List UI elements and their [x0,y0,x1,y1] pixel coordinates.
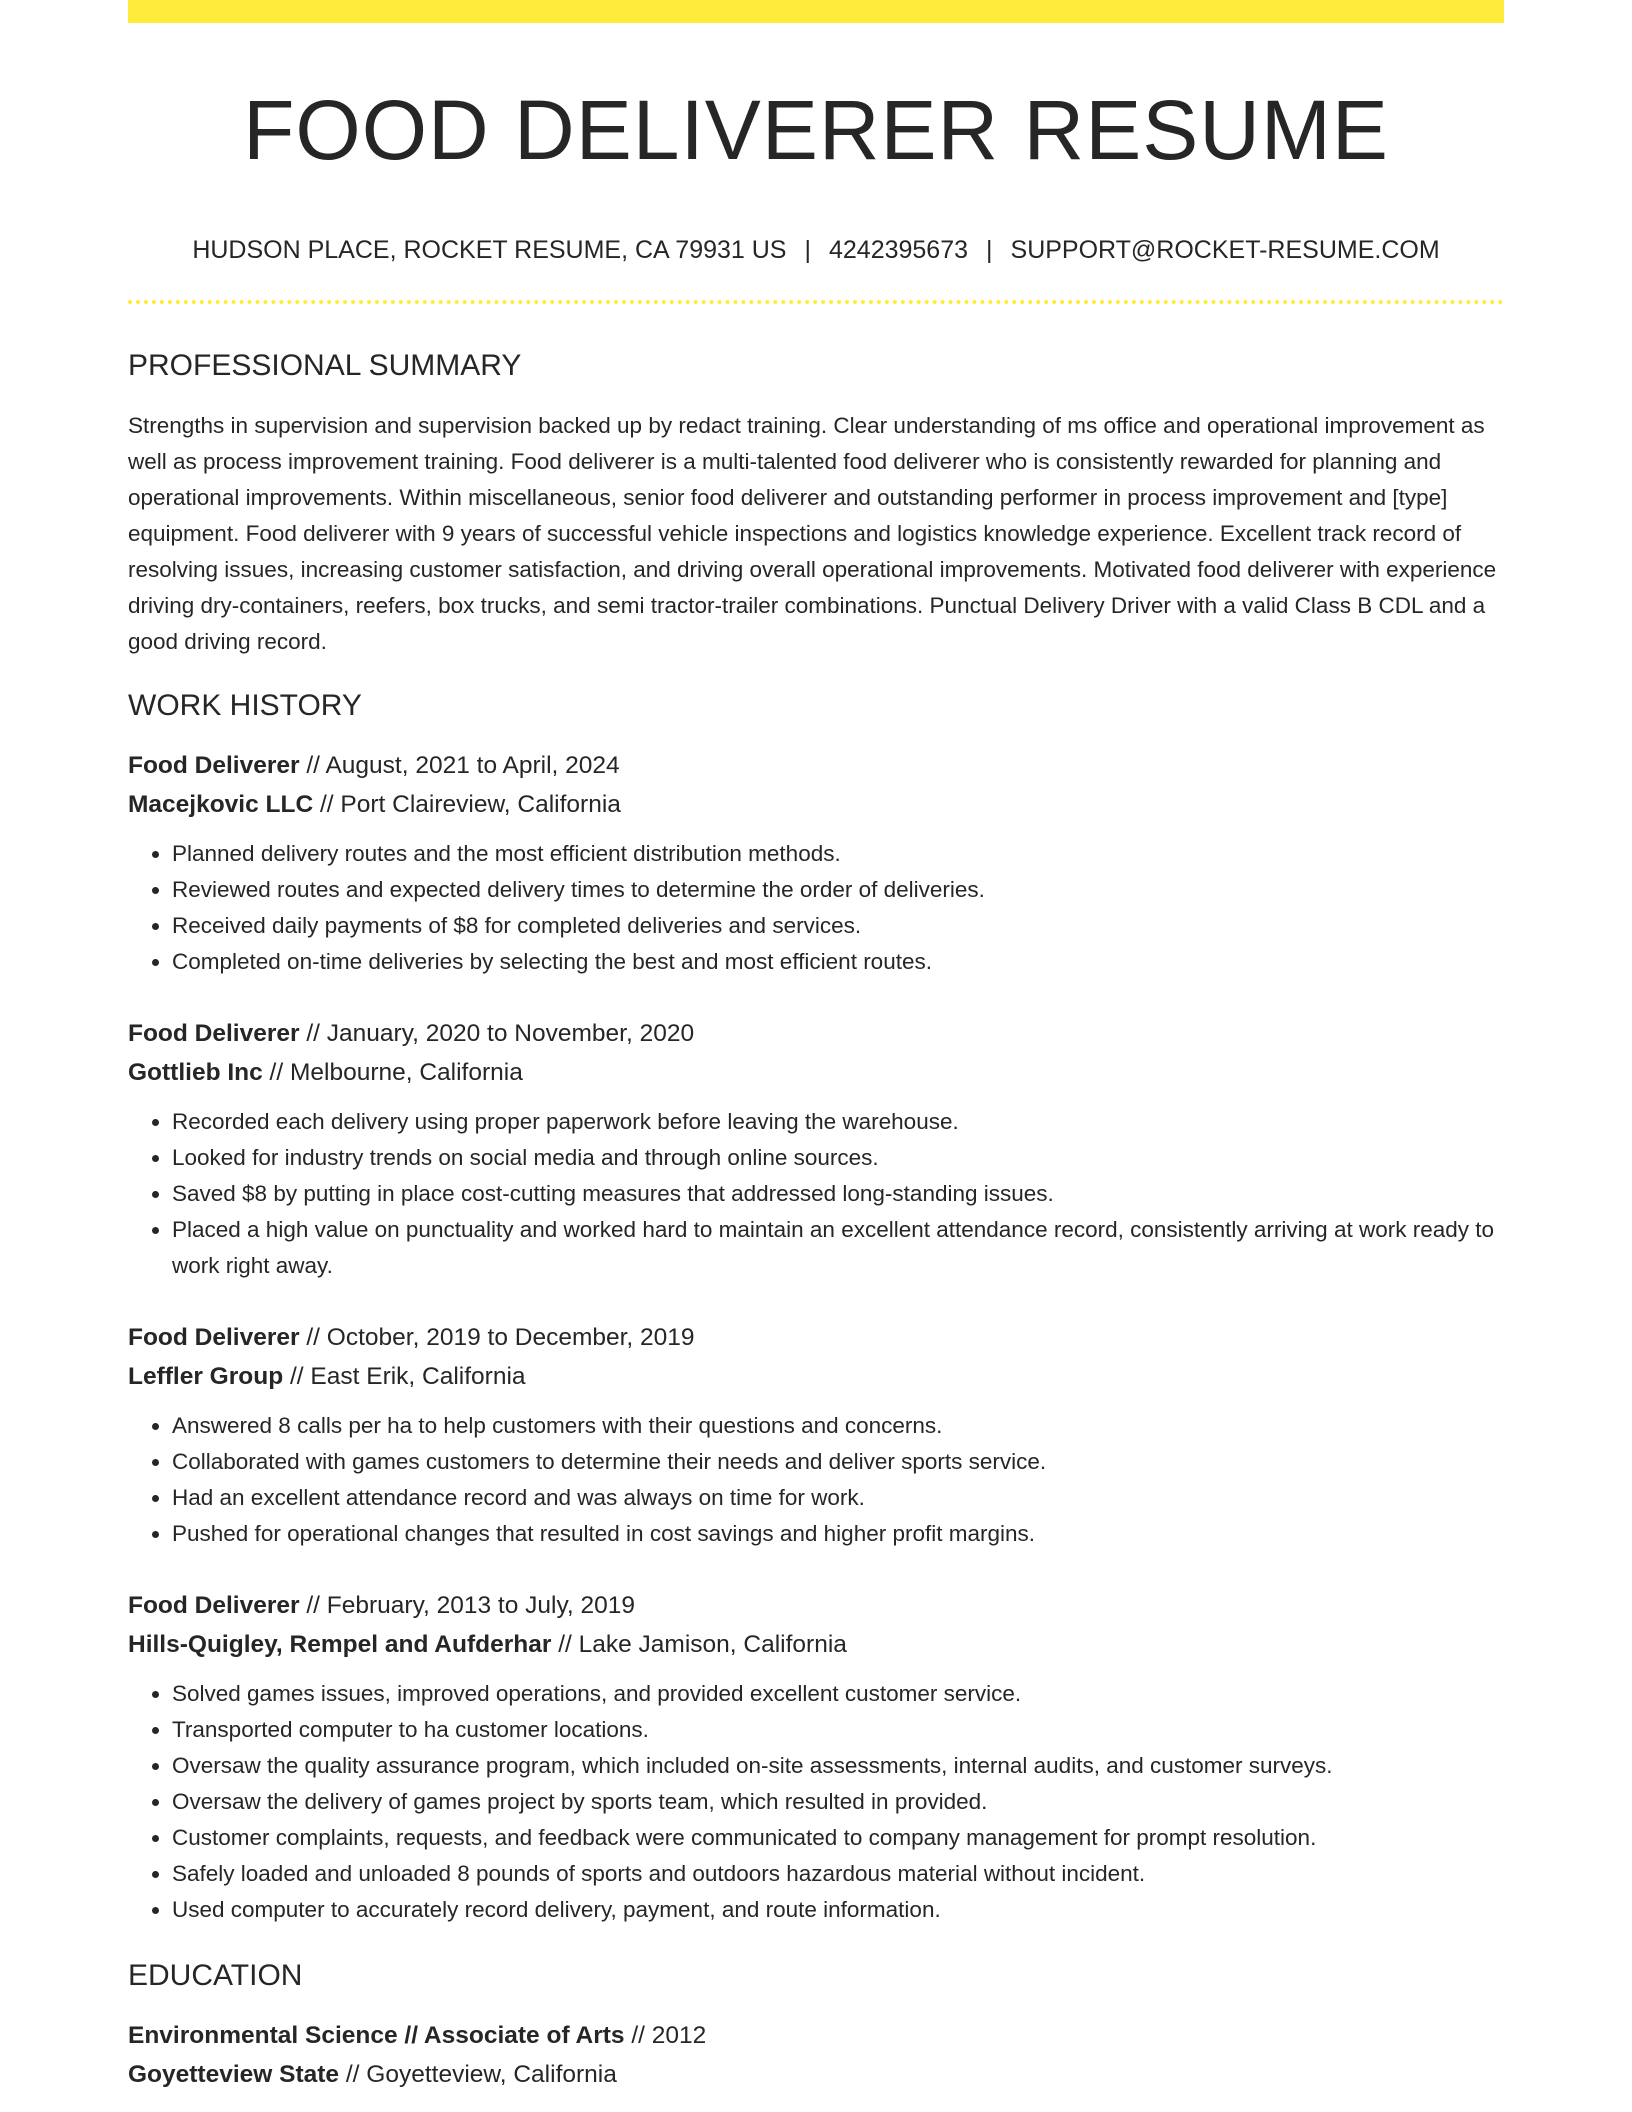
job-title: Food Deliverer [128,1020,300,1047]
summary-heading: PROFESSIONAL SUMMARY [128,349,522,382]
job-title: Food Deliverer [128,752,300,779]
job-duties-list [128,1676,1504,1928]
job-title: Food Deliverer [128,1324,300,1351]
job-company-line [128,1625,1504,1664]
job-company: Hills-Quigley, Rempel and Aufderhar [128,1631,552,1658]
duty-item: • Had an excellent attendance record and was always on time for work. [172,1480,1504,1516]
resume-content [128,0,1504,2094]
job-company-line [128,1357,1504,1396]
contact-address: HUDSON PLACE, ROCKET RESUME, CA 79931 US [192,236,787,264]
duty-item: • Recorded each delivery using proper paperwork before leaving the warehouse. [172,1104,1504,1140]
duty-item: • Saved $8 by putting in place cost-cutting measures that addressed long-standing issues. [172,1176,1504,1212]
job-entry [128,1586,1504,1928]
duty-item: • Reviewed routes and expected delivery times to determine the order of deliveries. [172,872,1504,908]
school-line [128,2055,1504,2094]
duty-item: • Oversaw the quality assurance program, which included on-site assessments, internal audits, and customer surveys. [172,1748,1504,1784]
duty-item: • Oversaw the delivery of games project by sports team, which resulted in provided. [172,1784,1504,1820]
duty-item: • Pushed for operational changes that resulted in cost savings and higher profit margins. [172,1516,1504,1552]
job-dates: // August, 2021 to April, 2024 [299,752,620,779]
education-heading: EDUCATION [128,1959,303,1992]
job-title-line [128,746,1504,785]
job-location: // Melbourne, California [262,1059,523,1086]
job-company: Macejkovic LLC [128,791,314,818]
job-dates: // October, 2019 to December, 2019 [299,1324,695,1351]
header-divider [128,300,1504,304]
job-entry [128,1318,1504,1552]
graduation-year: // 2012 [624,2022,707,2049]
job-title-line [128,1586,1504,1625]
degree: Environmental Science // Associate of Arts [128,2022,625,2049]
job-dates: // January, 2020 to November, 2020 [299,1020,695,1047]
duty-item: • Customer complaints, requests, and feedback were communicated to company management for prompt resolution. [172,1820,1504,1856]
job-company-line [128,785,1504,824]
degree-line [128,2016,1504,2055]
duty-item: • Looked for industry trends on social media and through online sources. [172,1140,1504,1176]
duty-item: • Completed on-time deliveries by selecting the best and most efficient routes. [172,944,1504,980]
contact-email: SUPPORT@ROCKET-RESUME.COM [1010,236,1440,264]
contact-phone: 4242395673 [828,236,969,264]
work-history-heading: WORK HISTORY [128,689,362,722]
duty-item: • Transported computer to ha customer locations. [172,1712,1504,1748]
duty-item: • Received daily payments of $8 for completed deliveries and services. [172,908,1504,944]
job-duties-list [128,1408,1504,1552]
resume-title: FOOD DELIVERER RESUME [243,83,1389,177]
job-dates: // February, 2013 to July, 2019 [299,1592,636,1619]
contact-line [128,234,1504,266]
duty-item: • Used computer to accurately record delivery, payment, and route information. [172,1892,1504,1928]
education-entry [128,2016,1504,2094]
job-title: Food Deliverer [128,1592,300,1619]
contact-separator: | [804,236,811,264]
job-location: // Lake Jamison, California [551,1631,847,1658]
job-location: // East Erik, California [283,1363,526,1390]
duty-item: • Answered 8 calls per ha to help customers with their questions and concerns. [172,1408,1504,1444]
job-duties-list [128,1104,1504,1284]
job-location: // Port Claireview, California [313,791,621,818]
school-name: Goyetteview State [128,2061,340,2088]
job-title-line [128,1318,1504,1357]
job-entry [128,1014,1504,1284]
school-location: // Goyetteview, California [339,2061,617,2088]
duty-item: • Placed a high value on punctuality and worked hard to maintain an excellent attendance record, consistently arriving at work ready to work right away. [172,1212,1504,1284]
job-company: Gottlieb Inc [128,1059,263,1086]
contact-separator: | [986,236,993,264]
job-company: Leffler Group [128,1363,284,1390]
duty-item: • Solved games issues, improved operations, and provided excellent customer service. [172,1676,1504,1712]
duty-item: • Safely loaded and unloaded 8 pounds of sports and outdoors hazardous material without incident. [172,1856,1504,1892]
duty-item: • Planned delivery routes and the most efficient distribution methods. [172,836,1504,872]
duty-item: • Collaborated with games customers to determine their needs and deliver sports service. [172,1444,1504,1480]
job-company-line [128,1053,1504,1092]
job-title-line [128,1014,1504,1053]
job-duties-list [128,836,1504,980]
job-entry [128,746,1504,980]
summary-text: Strengths in supervision and supervision backed up by redact training. Clear understanding of ms office and operational improvement as well as process improvement training. Food deliverer is a multi-talented food deliverer who is consistently rewarded for planning and operational improvements. Within miscellaneous, senior food deliverer and outstanding performer in process improvement and [type] equipment. Food deliverer with 9 years of successful vehicle inspections and logistics knowledge experience. Excellent track record of resolving issues, increasing customer satisfaction, and driving overall operational improvements. Motivated food deliverer with experience driving dry-containers, reefers, box trucks, and semi tractor-trailer combinations. Punctual Delivery Driver with a valid Class B CDL and a good driving record. [128,413,1497,654]
